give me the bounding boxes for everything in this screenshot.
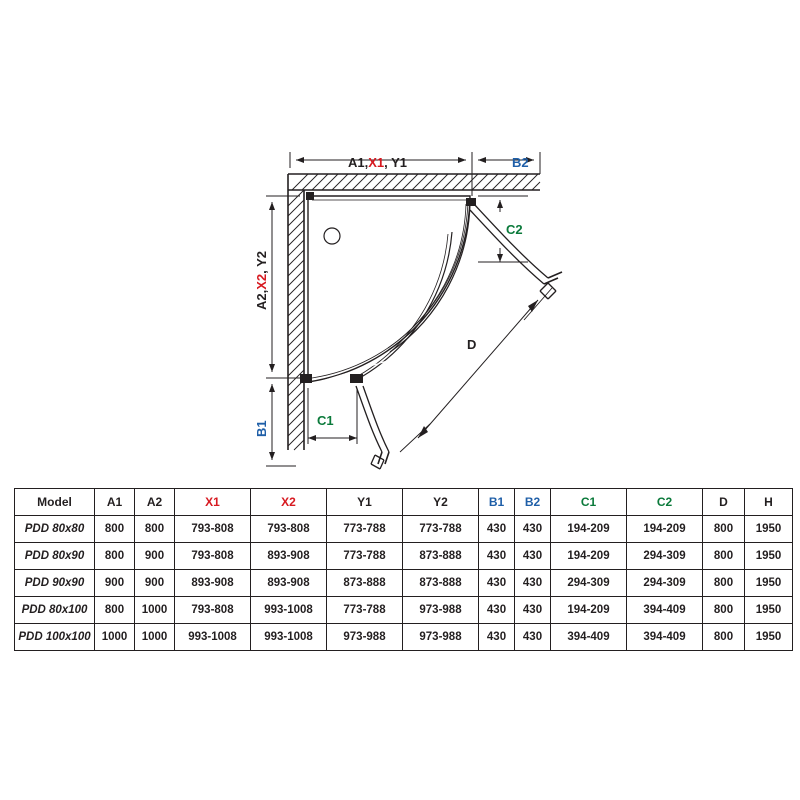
dimensions-table [14,488,793,651]
cell-a1: 800 [95,543,135,570]
open-leaf-right-edge2 [544,278,558,284]
dim-arrow-c2-bottom [497,254,503,262]
table-row [15,597,793,624]
cell-d: 800 [703,597,745,624]
cell-a1: 800 [95,516,135,543]
dim-d-line [418,300,538,438]
label-y2: , Y2 [254,250,269,274]
cell-d: 800 [703,516,745,543]
open-leaf-bottom-outer [356,386,382,452]
cell-b1: 430 [479,516,515,543]
th-y2: Y2 [403,489,479,516]
cell-b1: 430 [479,597,515,624]
cell-x1: 793-808 [175,543,251,570]
door-arc-outer-left [356,232,452,380]
th-a1: A1 [95,489,135,516]
cell-y1: 773-788 [327,516,403,543]
cell-c1: 394-409 [551,624,627,651]
table-row [15,570,793,597]
th-c2: C2 [627,489,703,516]
label-x1: X1 [368,155,385,170]
dim-arrow-b1-top [269,384,275,392]
dim-d-tick-low [400,424,430,452]
door-arc-outer-right [390,200,470,352]
cell-y1: 773-788 [327,597,403,624]
cell-b1: 430 [479,570,515,597]
cell-c2: 394-409 [627,597,703,624]
cell-b1: 430 [479,624,515,651]
table-head [15,489,793,516]
table-body [15,516,793,651]
cell-x2: 893-908 [251,543,327,570]
dim-arrow-a1-right [458,157,466,163]
dim-arrow-c1-left [308,435,316,441]
cell-a2: 1000 [135,597,175,624]
cell-h: 1950 [745,543,793,570]
cell-h: 1950 [745,570,793,597]
handle-right-icon [540,283,556,299]
knob-circle-icon [324,228,340,244]
cell-a2: 1000 [135,624,175,651]
cell-model: PDD 90x90 [15,570,95,597]
cell-h: 1950 [745,624,793,651]
cell-x1: 793-808 [175,597,251,624]
cell-c1: 194-209 [551,516,627,543]
label-b2: B2 [512,155,529,170]
cell-a2: 800 [135,516,175,543]
cell-y2: 773-788 [403,516,479,543]
label-a2-group [254,251,269,310]
cell-b1: 430 [479,543,515,570]
cell-y1: 773-788 [327,543,403,570]
cell-x1: 893-908 [175,570,251,597]
left-wall-hatching [288,190,304,450]
th-a2: A2 [135,489,175,516]
cell-d: 800 [703,543,745,570]
dim-d-baseline-hidden [312,314,540,384]
table-row [15,543,793,570]
th-b2: B2 [515,489,551,516]
cell-y2: 973-988 [403,597,479,624]
cell-y2: 873-888 [403,543,479,570]
cell-model: PDD 100x100 [15,624,95,651]
cell-b2: 430 [515,570,551,597]
th-h: H [745,489,793,516]
top-wall-hatching [292,174,540,190]
label-d: D [467,337,477,352]
dim-arrow-a2-bottom [269,364,275,372]
dim-arrow-a2-top [269,202,275,210]
cell-b2: 430 [515,597,551,624]
cell-a1: 1000 [95,624,135,651]
cell-model: PDD 80x100 [15,597,95,624]
cell-x1: 993-1008 [175,624,251,651]
dim-arrow-c2-top [497,200,503,208]
cell-y2: 973-988 [403,624,479,651]
tray-outline [308,196,470,382]
cell-b2: 430 [515,543,551,570]
dim-arrow-c1-right [349,435,357,441]
dim-d-tick-high [524,288,552,320]
cell-c2: 294-309 [627,543,703,570]
th-x2: X2 [251,489,327,516]
cell-model: PDD 80x90 [15,543,95,570]
cell-x2: 993-1008 [251,597,327,624]
panel-anchor-top [306,192,314,200]
panel-anchor-bottom-mid [350,374,363,383]
open-leaf-right-edge [548,272,562,278]
cell-a2: 900 [135,543,175,570]
handle-bottom-icon [371,455,384,469]
table-row [15,516,793,543]
cell-model: PDD 80x80 [15,516,95,543]
label-y1: , Y1 [384,155,408,170]
cell-c1: 194-209 [551,597,627,624]
cell-c2: 294-309 [627,570,703,597]
dim-arrow-b1-bottom [269,452,275,460]
door-arc-inner-right [388,204,466,348]
cell-x1: 793-808 [175,516,251,543]
panel-anchor-bottom-left [300,374,312,383]
cell-c2: 194-209 [627,516,703,543]
dim-arrow-a1-left [296,157,304,163]
cell-a2: 900 [135,570,175,597]
open-leaf-right-outer [474,204,548,278]
label-x2: X2 [254,273,269,290]
th-c1: C1 [551,489,627,516]
dimensions-table-wrapper [14,488,786,651]
cell-d: 800 [703,624,745,651]
cell-d: 800 [703,570,745,597]
label-b1: B1 [254,420,269,437]
cell-y1: 973-988 [327,624,403,651]
cell-a1: 900 [95,570,135,597]
label-c2: C2 [506,222,523,237]
table-row [15,624,793,651]
th-d: D [703,489,745,516]
cell-c2: 394-409 [627,624,703,651]
cell-b2: 430 [515,516,551,543]
cell-y2: 873-888 [403,570,479,597]
cell-h: 1950 [745,516,793,543]
cell-x2: 793-808 [251,516,327,543]
label-a1: A1, [348,155,369,170]
label-a1-group [348,155,407,170]
th-y1: Y1 [327,489,403,516]
th-b1: B1 [479,489,515,516]
dim-arrow-b2-left [478,157,486,163]
cell-b2: 430 [515,624,551,651]
label-a2: A2, [254,289,269,310]
cell-c1: 194-209 [551,543,627,570]
label-c1: C1 [317,413,334,428]
cell-a1: 800 [95,597,135,624]
cell-y1: 873-888 [327,570,403,597]
table-header-row [15,489,793,516]
th-x1: X1 [175,489,251,516]
th-model: Model [15,489,95,516]
cell-x2: 993-1008 [251,624,327,651]
cell-h: 1950 [745,597,793,624]
cell-x2: 893-908 [251,570,327,597]
open-leaf-bottom-edge2 [385,452,389,464]
cell-c1: 294-309 [551,570,627,597]
open-leaf-bottom-inner [363,386,389,452]
